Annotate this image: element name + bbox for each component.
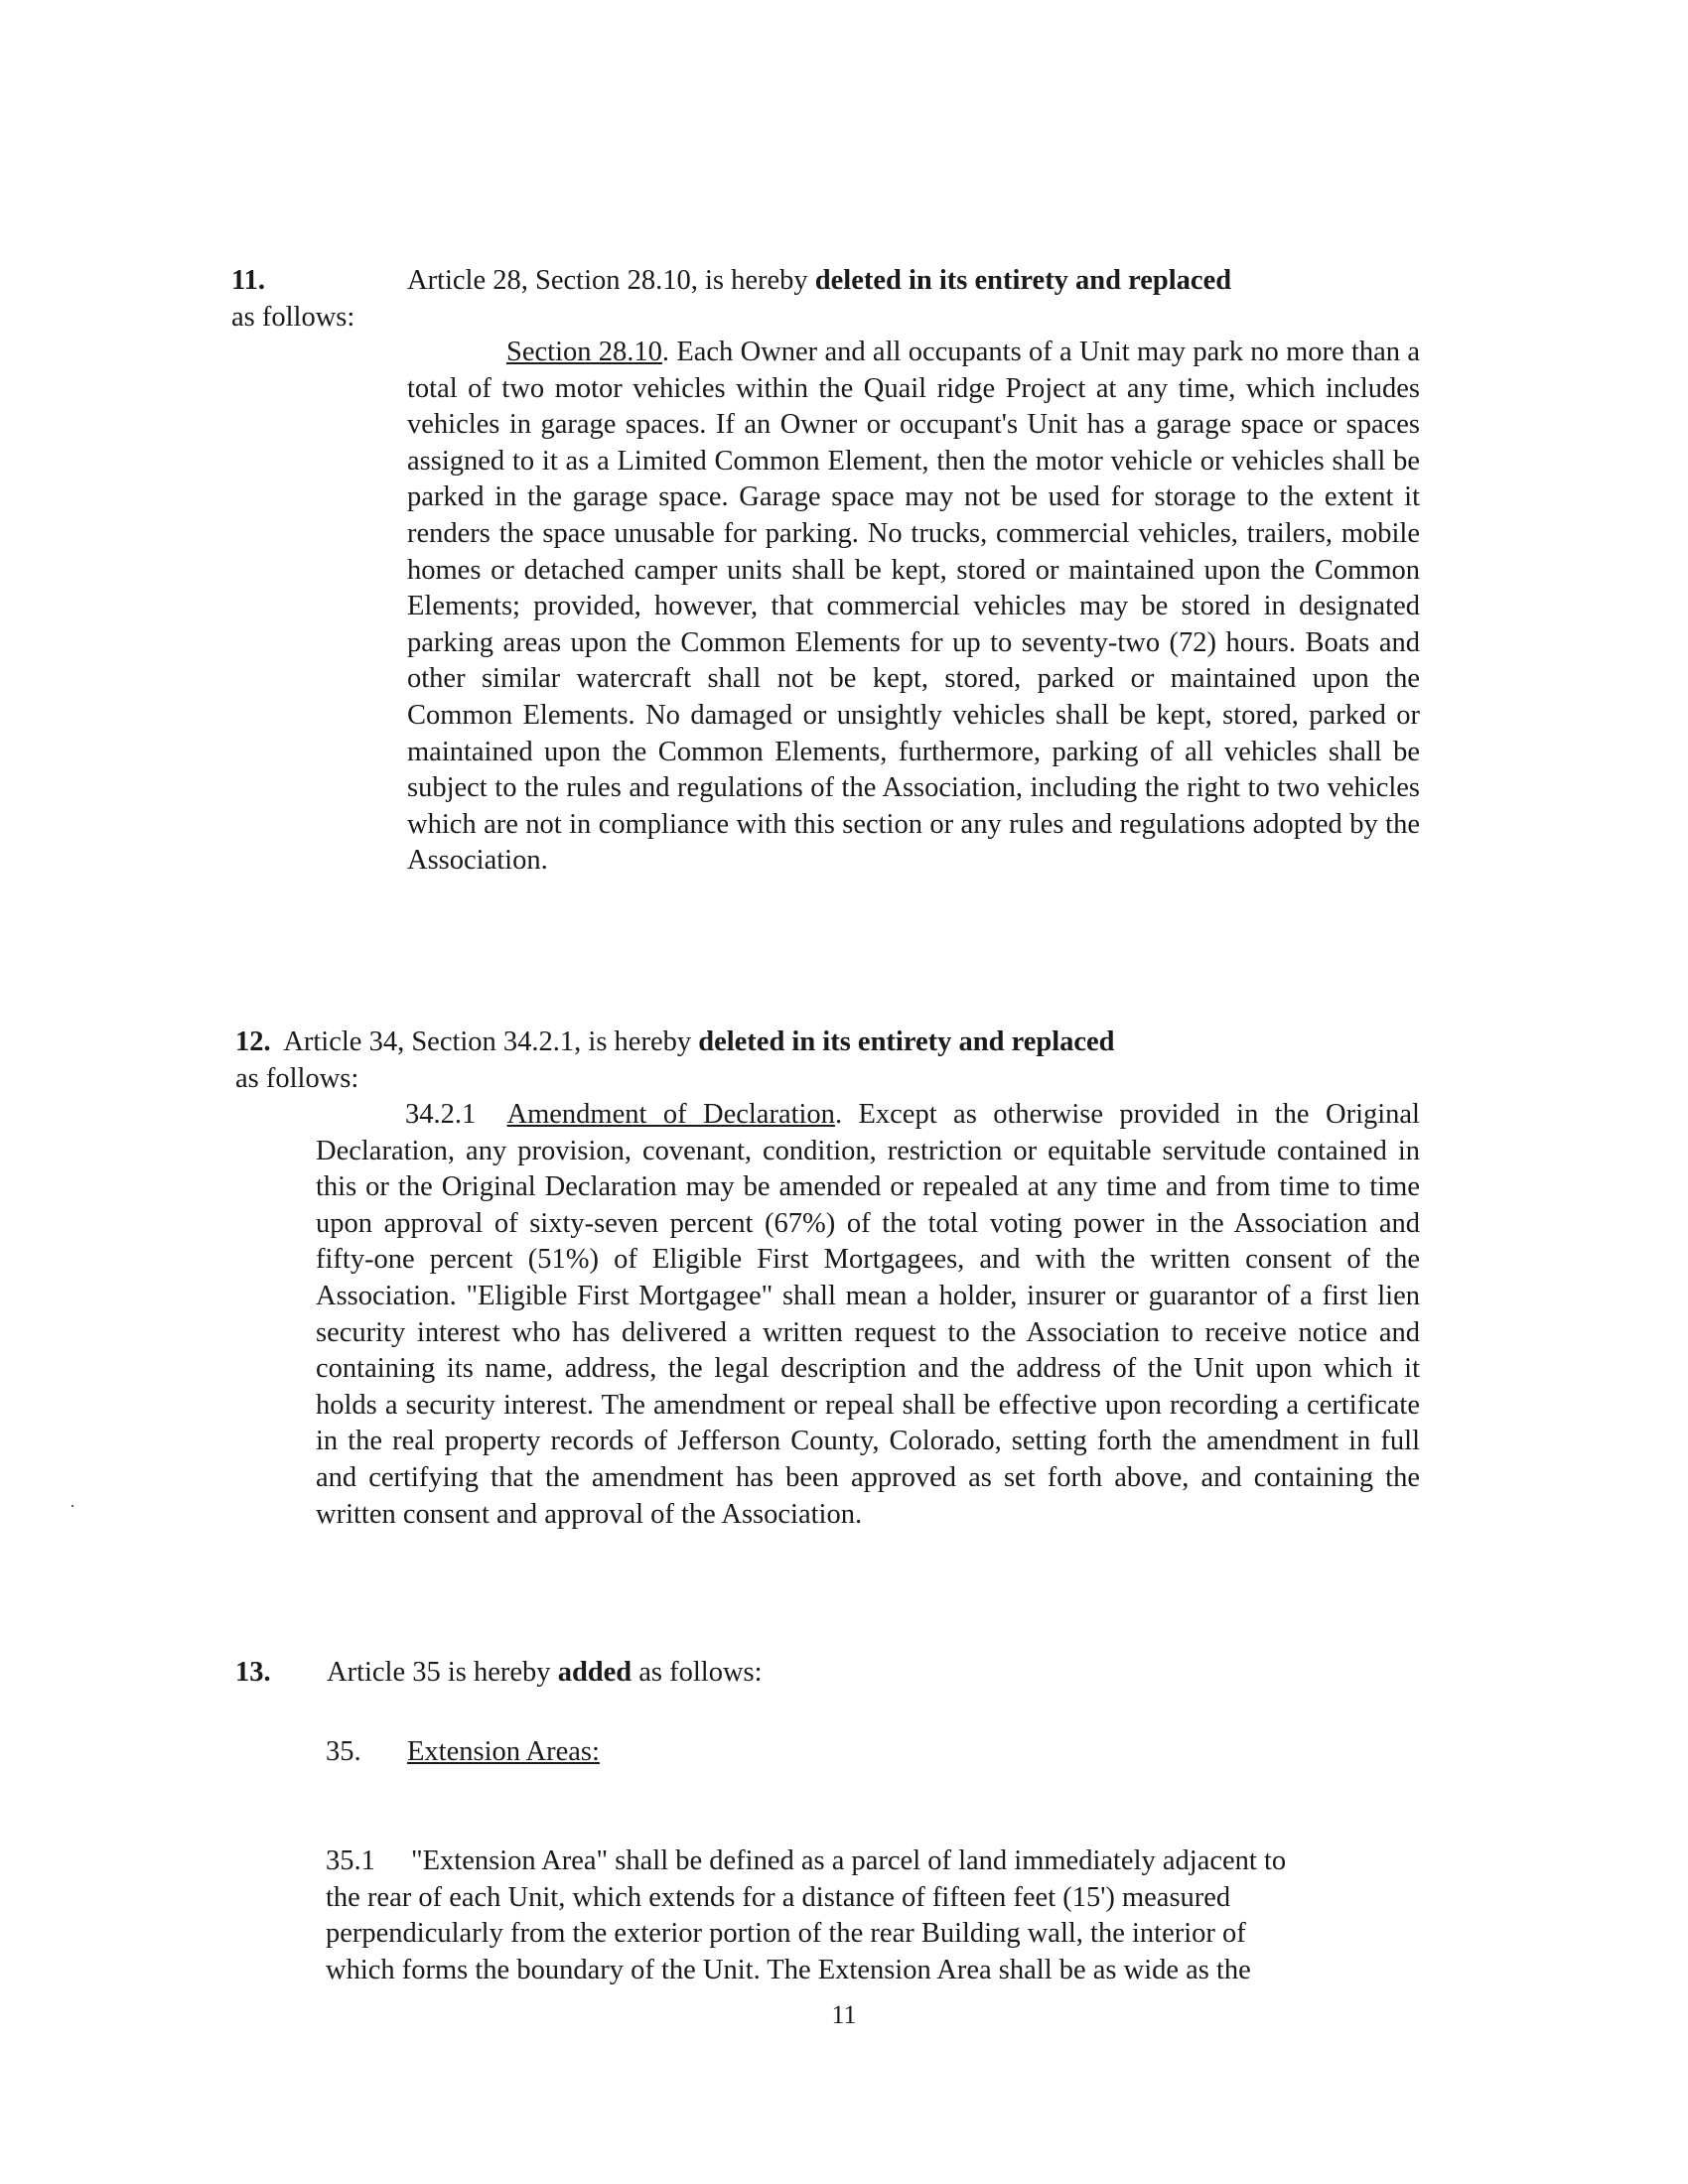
item-number: 11. xyxy=(231,265,266,296)
article-number: 35. xyxy=(326,1736,361,1767)
item-continuation: as follows: xyxy=(235,1062,359,1094)
amendment-item-12 xyxy=(235,1024,1427,1097)
page-number: 11 xyxy=(831,2000,857,2029)
item-text-bold: added xyxy=(557,1657,633,1688)
section-line: perpendicularly from the exterior portion of the rear Building wall, the interior of xyxy=(326,1918,1246,1950)
section-line: the rear of each Unit, which extends for a distance of fifteen feet (15') measured xyxy=(326,1881,1231,1913)
section-heading: Section 28.10 xyxy=(506,337,662,367)
amendment-item-13 xyxy=(235,1655,1328,1692)
article-title: Extension Areas: xyxy=(407,1736,600,1767)
item-text: Article 35 is hereby xyxy=(327,1657,558,1688)
section-number: 34.2.1 xyxy=(405,1099,477,1130)
section-28-10-paragraph xyxy=(407,335,1420,880)
item-text-post: as follows: xyxy=(632,1657,763,1688)
section-heading: Amendment of Declaration xyxy=(506,1099,835,1130)
item-intro xyxy=(407,263,1231,300)
section-line xyxy=(326,1843,1408,1880)
section-34-2-1-paragraph xyxy=(316,1097,1420,1533)
section-line: which forms the boundary of the Unit. The Extension Area shall be as wide as the xyxy=(326,1954,1251,1985)
article-35-heading xyxy=(326,1734,600,1771)
item-intro-text: Article 34, Section 34.2.1, is hereby xyxy=(283,1026,699,1057)
section-35-1-paragraph xyxy=(326,1843,1408,1988)
section-number: 35.1 xyxy=(326,1845,375,1876)
item-continuation: as follows: xyxy=(231,302,355,333)
section-line-text: "Extension Area" shall be defined as a parcel of land immediately adjacent to xyxy=(411,1845,1287,1876)
section-body: . Each Owner and all occupants of a Unit may park no more than a total of two motor vehicles within the Quail ridge Project at any time, which includes vehicles in garage spaces. If an Owner or occupant's Unit has a garage space or spaces assigned to it as a Limited Common Element, then the motor vehicle or vehicles shall be parked in the garage space. Garage space may not be used for storage to the extent it renders the space unusable for parking. No trucks, commercial vehicles, trailers, mobile homes or detached camper units shall be kept, stored or maintained upon the Common Elements; provided, however, that commercial vehicles may be stored in designated parking areas upon the Common Elements for up to seventy-two (72) hours. Boats and other similar watercraft shall not be kept, stored, parked or maintained upon the Common Elements. No damaged or unsightly vehicles shall be kept, stored, parked or maintained upon the Common Elements, furthermore, parking of all vehicles shall be subject to the rules and regulations of the Association, including the right to two vehicles which are not in compliance with this section or any rules and regulations adopted by the Association. xyxy=(407,337,1420,877)
scan-speck xyxy=(71,1505,73,1507)
item-intro xyxy=(235,1024,1427,1061)
item-intro-text: Article 28, Section 28.10, is hereby xyxy=(407,265,815,296)
item-number: 13. xyxy=(235,1657,271,1688)
section-body: . Except as otherwise provided in the Original Declaration, any provision, covenant, condition, restriction or equitable servitude contained in this or the Original Declaration may be amended or repealed at any time and from time to time upon approval of sixty-seven percent (67%) of the total voting power in the Association and fifty-one percent (51%) of Eligible First Mortgagees, and with the written consent of the Association. "Eligible First Mortgagee" shall mean a holder, insurer or guarantor of a first lien security interest who has delivered a written request to the Association to receive notice and containing its name, address, the legal description and the address of the Unit upon which it holds a security interest. The amendment or repeal shall be effective upon recording a certificate in the real property records of Jefferson County, Colorado, setting forth the amendment in full and certifying that the amendment has been approved as set forth above, and containing the written consent and approval of the Association. xyxy=(316,1099,1420,1530)
item-number: 12. xyxy=(235,1026,271,1057)
item-intro-bold: deleted in its entirety and replaced xyxy=(814,265,1232,296)
item-intro-bold: deleted in its entirety and replaced xyxy=(698,1026,1115,1057)
